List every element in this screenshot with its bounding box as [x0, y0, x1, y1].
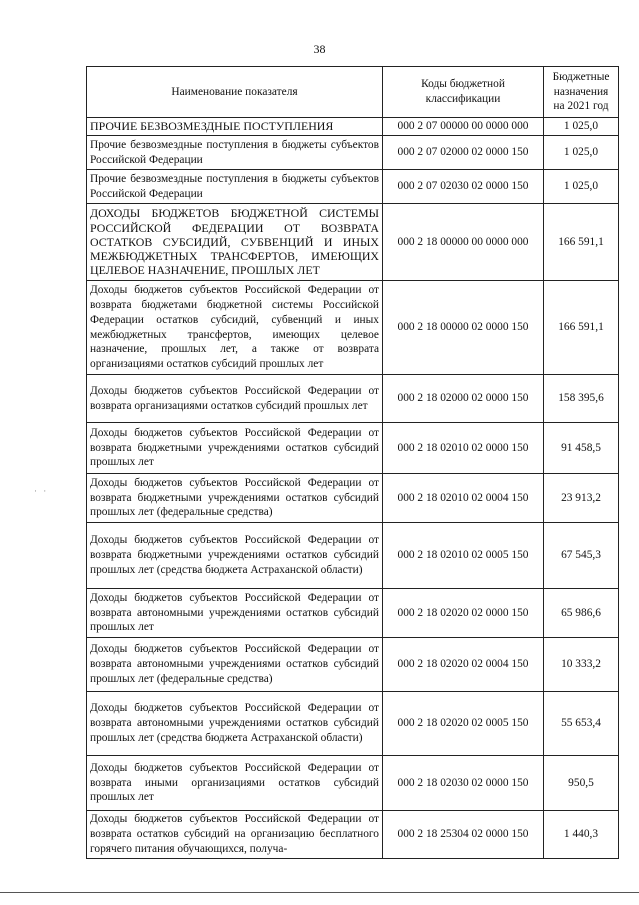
row-code: 000 2 07 00000 00 0000 000 — [383, 118, 544, 136]
row-code: 000 2 18 02010 02 0005 150 — [383, 523, 544, 589]
table-row — [87, 136, 619, 170]
scan-bottom-edge — [0, 892, 639, 893]
header-value: Бюджетные назначения на 2021 год — [544, 67, 619, 118]
row-name: Доходы бюджетов субъектов Российской Федерации от возврата иными организациями остатков субсидий прошлых лет — [87, 756, 383, 811]
row-name: ДОХОДЫ БЮДЖЕТОВ БЮДЖЕТНОЙ СИСТЕМЫ РОССИЙСКОЙ ФЕДЕРАЦИИ ОТ ВОЗВРАТА ОСТАТКОВ СУБСИДИЙ, СУБВЕНЦИЙ И ИНЫХ МЕЖБЮДЖЕТНЫХ ТРАНСФЕРТОВ, ИМЕЮЩИХ ЦЕЛЕВОЕ НАЗНАЧЕНИЕ, ПРОШЛЫХ ЛЕТ — [87, 204, 383, 281]
row-name: Доходы бюджетов субъектов Российской Федерации от возврата автономными учреждениями остатков субсидий прошлых лет (федеральные средства) — [87, 638, 383, 692]
table-row — [87, 756, 619, 811]
row-code: 000 2 07 02000 02 0000 150 — [383, 136, 544, 170]
row-code: 000 2 18 02030 02 0000 150 — [383, 756, 544, 811]
row-value: 67 545,3 — [544, 523, 619, 589]
row-code: 000 2 18 02010 02 0000 150 — [383, 423, 544, 474]
row-code: 000 2 18 02010 02 0004 150 — [383, 474, 544, 523]
table-row — [87, 375, 619, 423]
row-code: 000 2 18 00000 00 0000 000 — [383, 204, 544, 281]
page-number: 38 — [313, 42, 326, 56]
row-value: 10 333,2 — [544, 638, 619, 692]
table-row — [87, 204, 619, 281]
row-code: 000 2 18 02000 02 0000 150 — [383, 375, 544, 423]
row-code: 000 2 18 25304 02 0000 150 — [383, 811, 544, 859]
row-value: 950,5 — [544, 756, 619, 811]
row-value: 1 025,0 — [544, 170, 619, 204]
row-value: 23 913,2 — [544, 474, 619, 523]
header-code: Коды бюджетной классификации — [383, 67, 544, 118]
table-row — [87, 281, 619, 375]
row-name: Прочие безвозмездные поступления в бюджеты субъектов Российской Федерации — [87, 136, 383, 170]
table-row — [87, 589, 619, 638]
row-code: 000 2 18 02020 02 0005 150 — [383, 692, 544, 756]
row-name: Доходы бюджетов субъектов Российской Федерации от возврата автономными учреждениями остатков субсидий прошлых лет (средства бюджета Астраханской области) — [87, 692, 383, 756]
row-code: 000 2 18 02020 02 0004 150 — [383, 638, 544, 692]
table-row — [87, 692, 619, 756]
table-header-row — [87, 67, 619, 118]
scan-specks: · · — [34, 486, 49, 496]
table-row — [87, 638, 619, 692]
row-name: Доходы бюджетов субъектов Российской Федерации от возврата бюджетными учреждениями остатков субсидий прошлых лет (средства бюджета Астраханской области) — [87, 523, 383, 589]
row-name: Доходы бюджетов субъектов Российской Федерации от возврата остатков субсидий на организацию бесплатного горячего питания обучающихся, получа- — [87, 811, 383, 859]
table-row — [87, 170, 619, 204]
row-code: 000 2 18 02020 02 0000 150 — [383, 589, 544, 638]
row-code: 000 2 18 00000 02 0000 150 — [383, 281, 544, 375]
row-value: 1 025,0 — [544, 118, 619, 136]
table-row — [87, 423, 619, 474]
table-row — [87, 118, 619, 136]
row-value: 158 395,6 — [544, 375, 619, 423]
table-row — [87, 523, 619, 589]
row-value: 1 440,3 — [544, 811, 619, 859]
table-row — [87, 474, 619, 523]
budget-table — [86, 66, 619, 859]
row-value: 166 591,1 — [544, 204, 619, 281]
row-value: 1 025,0 — [544, 136, 619, 170]
header-name: Наименование показателя — [87, 67, 383, 118]
row-name: Прочие безвозмездные поступления в бюджеты субъектов Российской Федерации — [87, 170, 383, 204]
row-name: Доходы бюджетов субъектов Российской Федерации от возврата бюджетами бюджетной системы Российской Федерации остатков субсидий, субвенций и иных межбюджетных трансфертов, имеющих целевое назначение, прошлых лет, а также от возврата организациями остатков субсидий прошлых лет — [87, 281, 383, 375]
row-name: Доходы бюджетов субъектов Российской Федерации от возврата автономными учреждениями остатков субсидий прошлых лет — [87, 589, 383, 638]
row-name: Доходы бюджетов субъектов Российской Федерации от возврата бюджетными учреждениями остатков субсидий прошлых лет — [87, 423, 383, 474]
row-value: 91 458,5 — [544, 423, 619, 474]
row-value: 166 591,1 — [544, 281, 619, 375]
row-code: 000 2 07 02030 02 0000 150 — [383, 170, 544, 204]
row-name: Доходы бюджетов субъектов Российской Федерации от возврата организациями остатков субсидий прошлых лет — [87, 375, 383, 423]
row-value: 55 653,4 — [544, 692, 619, 756]
table-row — [87, 811, 619, 859]
row-name: ПРОЧИЕ БЕЗВОЗМЕЗДНЫЕ ПОСТУПЛЕНИЯ — [87, 118, 383, 136]
row-name: Доходы бюджетов субъектов Российской Федерации от возврата бюджетными учреждениями остатков субсидий прошлых лет (федеральные средства) — [87, 474, 383, 523]
row-value: 65 986,6 — [544, 589, 619, 638]
